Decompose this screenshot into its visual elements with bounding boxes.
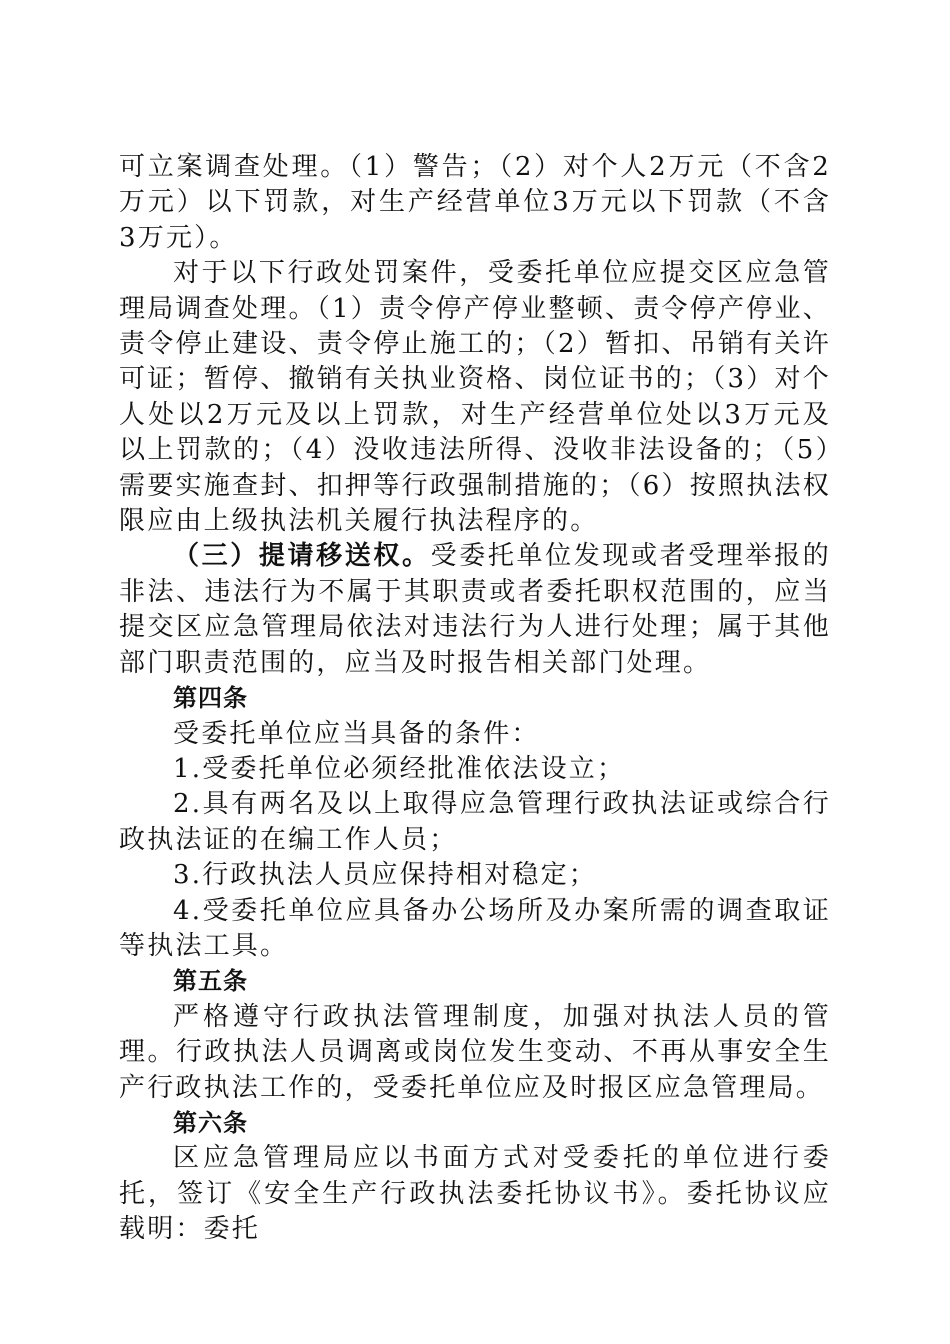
article-6-text: 区应急管理局应以书面方式对受委托的单位进行委托，签订《安全生产行政执法委托协议书》。委托协议应载明：委托 [119, 1143, 831, 1245]
article-5-title: 第五条 [173, 967, 248, 996]
article-6-title: 第六条 [173, 1108, 248, 1137]
article-4-title: 第四条 [173, 684, 248, 713]
article-4-item: 2.具有两名及以上取得应急管理行政执法证或综合行政执法证的在编工作人员； [119, 789, 831, 855]
article-5-text: 严格遵守行政执法管理制度，加强对执法人员的管理。行政执法人员调离或岗位发生变动、不再从事安全生产行政执法工作的，受委托单位应及时报区应急管理局。 [119, 1001, 831, 1103]
transfer-right-lead: （三）提请移送权。 [173, 541, 431, 572]
article-4-item: 4.受委托单位应具备办公场所及办案所需的调查取证等执法工具。 [119, 895, 831, 961]
paragraph-transfer-right [119, 539, 831, 681]
article-4-item: 3.行政执法人员应保持相对稳定； [173, 860, 598, 891]
paragraph-penalty-scope: 可立案调查处理。（1）警告；（2）对个人2万元（不含2万元）以下罚款，对生产经营单位3万元以下罚款（不含3万元）。 [119, 152, 831, 253]
article-4-intro: 受委托单位应当具备的条件： [173, 718, 540, 749]
paragraph-referral-cases: 对于以下行政处罚案件，受委托单位应提交区应急管理局调查处理。（1）责令停产停业整顿、责令停产停业、责令停止建设、责令停止施工的；（2）暂扣、吊销有关许可证；暂停、撤销有关执业资格、岗位证书的；（3）对个人处以2万元及以上罚款，对生产经营单位处以3万元及以上罚款的；（4）没收违法所得、没收非法设备的；（5）需要实施查封、扣押等行政强制措施的；（6）按照执法权限应由上级执法机关履行执法程序的。 [119, 258, 831, 537]
document-page [119, 150, 831, 1248]
article-4-item: 1.受委托单位必须经批准依法设立； [173, 753, 626, 784]
transfer-right-body: 受委托单位发现或者受理举报的非法、违法行为不属于其职责或者委托职权范围的，应当提交区应急管理局依法对违法行为人进行处理；属于其他部门职责范围的，应当及时报告相关部门处理。 [119, 541, 831, 678]
